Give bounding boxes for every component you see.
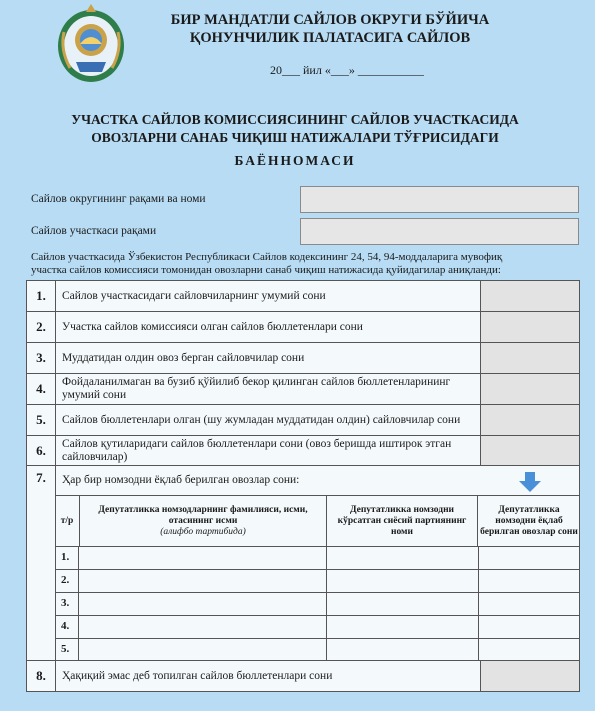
row-label: Ҳақиқий эмас деб топилган сайлов бюллетенлари сони — [62, 669, 333, 682]
candidate-row-number: 2. — [55, 570, 79, 592]
precinct-label: Сайлов участкаси рақами — [31, 225, 157, 237]
row-value-field[interactable] — [480, 374, 579, 404]
candidate-party-field[interactable] — [327, 593, 479, 615]
row-number: 3. — [27, 343, 56, 373]
candidate-name-field[interactable] — [80, 593, 327, 615]
row-number: 4. — [27, 374, 56, 404]
candidate-row — [55, 569, 579, 592]
row-value-field[interactable] — [480, 405, 579, 435]
col-votes-header: Депутатликка номзодни ёқлаб берилган овозлар сони — [480, 504, 578, 537]
row-number: 2. — [27, 312, 56, 342]
candidate-party-field[interactable] — [327, 570, 479, 592]
candidate-row — [55, 592, 579, 615]
precinct-field[interactable] — [300, 218, 579, 245]
table-row — [27, 661, 579, 691]
row-label: Муддатидан олдин овоз берган сайловчилар сони — [62, 351, 305, 364]
row-number: 6. — [27, 436, 56, 465]
col-name-header: Депутатликка номзодларнинг фамилияси, исми, отасининг исми (алифбо тартибида) — [80, 496, 327, 546]
col-number-header: т/р — [55, 496, 80, 546]
row-value-field[interactable] — [480, 436, 579, 465]
row-value-field[interactable] — [480, 661, 579, 691]
candidate-row-number: 3. — [55, 593, 79, 615]
row-label: Сайлов бюллетенлари олган (шу жумладан муддатидан олдин) сайловчилар сони — [62, 413, 461, 426]
district-field[interactable] — [300, 186, 579, 213]
results-table — [26, 280, 580, 692]
candidate-name-field[interactable] — [80, 547, 327, 569]
row-label: Сайлов участкасидаги сайловчиларнинг умумий сони — [62, 289, 326, 302]
row-value-field[interactable] — [480, 343, 579, 373]
table-row — [27, 281, 579, 312]
row-value-field[interactable] — [480, 312, 579, 342]
district-label: Сайлов округининг рақами ва номи — [31, 193, 206, 205]
row-label: Фойдаланилмаган ва бузиб қўйилиб бекор қилинган сайлов бюллетенларининг умумий сони — [62, 376, 451, 401]
header-title: БИР МАНДАТЛИ САЙЛОВ ОКРУГИ БЎЙИЧА ҚОНУНЧИЛИК ПАЛАТАСИГА САЙЛОВ — [170, 12, 490, 46]
document-type: БАЁННОМАСИ — [234, 153, 356, 168]
state-emblem — [52, 2, 130, 86]
row-number: 8. — [27, 661, 56, 691]
table-row — [27, 374, 579, 405]
candidates-section — [27, 466, 579, 661]
intro-text: Сайлов участкасида Ўзбекистон Республикаси Сайлов кодексининг 24, 54, 94-моддаларига мувофиқ участка сайлов комиссияси томонидан овозларни санаб чиқиш натижасида қуйидагилар аниқланди: — [31, 251, 503, 276]
candidate-row-number: 4. — [55, 616, 79, 638]
candidate-name-field[interactable] — [80, 616, 327, 638]
candidate-name-field[interactable] — [80, 570, 327, 592]
candidate-row — [55, 615, 579, 638]
date-line: 20___ йил «___» ___________ — [270, 63, 424, 77]
row-label: Участка сайлов комиссияси олган сайлов бюллетенлари сони — [62, 320, 363, 333]
table-row — [27, 405, 579, 436]
candidates-header — [55, 495, 579, 546]
candidate-row-number: 5. — [55, 639, 79, 661]
row-label: Ҳар бир номзодни ёқлаб берилган овозлар сони: — [62, 473, 300, 486]
col-party-header: Депутатликка номзодни кўрсатган сиёсий партиянинг номи — [327, 496, 478, 546]
document-title: УЧАСТКА САЙЛОВ КОМИССИЯСИНИНГ САЙЛОВ УЧАСТКАСИДА ОВОЗЛАРНИ САНАБ ЧИҚИШ НАТИЖАЛАРИ ТЎҒРИСИДАГИ — [71, 112, 519, 145]
table-row — [27, 312, 579, 343]
candidate-party-field[interactable] — [327, 547, 479, 569]
row-number: 5. — [27, 405, 56, 435]
candidate-party-field[interactable] — [327, 616, 479, 638]
candidate-row — [55, 546, 579, 569]
row-value-field[interactable] — [480, 281, 579, 311]
table-row — [27, 436, 579, 466]
table-row — [27, 343, 579, 374]
candidate-name-field[interactable] — [80, 639, 327, 661]
candidate-row — [55, 638, 579, 661]
row-label: Сайлов қутиларидаги сайлов бюллетенлари сони (овоз беришда иштирок этган сайловчилар) — [62, 437, 452, 463]
row-number: 1. — [27, 281, 56, 311]
row-number: 7. — [27, 466, 56, 660]
candidate-row-number: 1. — [55, 547, 79, 569]
down-arrow-icon — [518, 472, 542, 492]
candidate-party-field[interactable] — [327, 639, 479, 661]
